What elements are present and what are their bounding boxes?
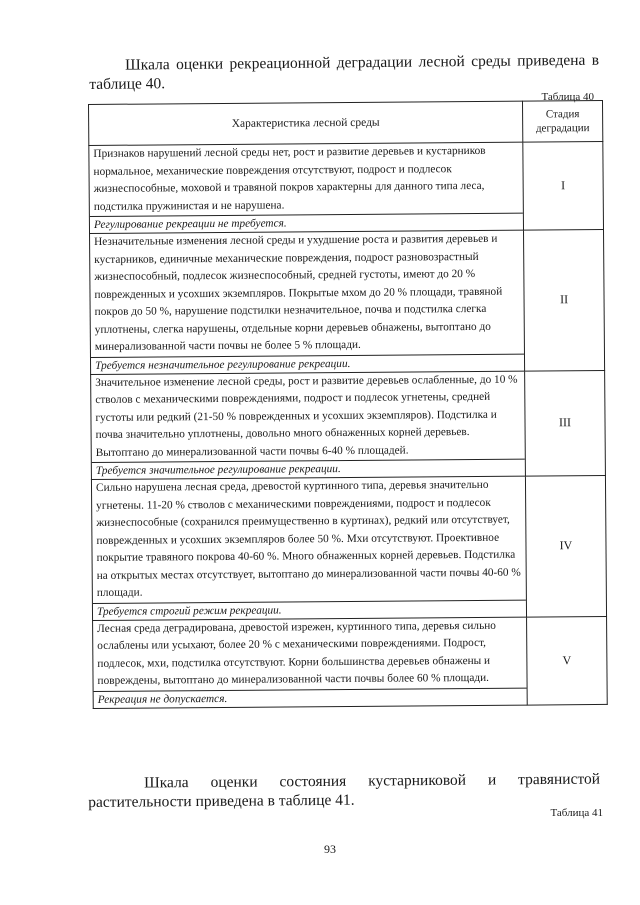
row-text: Сильно нарушена лесная среда, древостой куртинного типа, деревья значительно угнетены. 11-20 % стволов с механическими повреждениями, подрост и подлесок жизнеспособные (сохранился преимущественно в куртинах), редкий или отсутствует, поврежденных и усохших экземпляров более 50 %. Мхи отсутствуют. Проективное покрытие травяного покрова 40-60 %. Много обнаженных корней деревьев. Подстилка на открытых местах отсутствует, вытоптано до минерализованной части почвы 40-60 % площади.	[95, 478, 521, 599]
table-row	[93, 616, 608, 708]
row-stage: II	[524, 229, 605, 370]
row-text: Лесная среда деградирована, древостой изрежен, куртинного типа, деревья сильно ослаблены или усыхают, более 20 % с механическими повреждениями. Подрост, подлесок, мхи, подстилка отсутствуют. Корни большинства деревьев обнажены и повреждены, вытоптано до минерализованной части почвы более 60 % площади.	[97, 619, 496, 687]
row-regulation: Требуется значительное регулирование рекреации.	[92, 459, 525, 479]
row-stage: IV	[525, 475, 606, 616]
table-row	[91, 475, 606, 620]
row-text: Незначительные изменения лесной среды и ухудшение роста и развития деревьев и кустарников, единичные механические повреждения, подрост разновозрастный жизнеспособный, подлесок жизнеспособный, средней густоты, имеют до 20 % поврежденных и усохших экземпляров. Покрытые мхом до 20 % площади, травяной покров до 50 %, нарушение подстилки незначительное, почва и подстилка слегка уплотнены, слегка нарушены, отдельные корни деревьев обнажены, вытоптано до минерализованной части почвы не более 5 % площади.	[94, 232, 503, 353]
row-stage: V	[527, 616, 608, 705]
table-row	[89, 141, 604, 233]
table-header-row	[89, 100, 603, 145]
row-description	[91, 371, 526, 480]
row-regulation: Рекреация не допускается.	[94, 687, 527, 707]
row-text: Признаков нарушений лесной среды нет, рост и развитие деревьев и кустарников нормальное, механические повреждения отсутствуют, подрост и подлесок жизнеспособные, моховой и травяной покров характерны для данного типа леса, подстилка пружинистая и не нарушена.	[93, 144, 486, 213]
row-stage: I	[523, 141, 604, 230]
row-text: Значительное изменение лесной среды, рост и развитие деревьев ослабленные, до 10 % стволов с механическими повреждениями, подрост и подлесок угнетены, средней густоты или редкий (21-50 % поврежденных и усохших экземпляров). Подстилка и почва значительно уплотнены, довольно много обнаженных корней деревьев. Вытоптано до минерализованной части почвы 6-40 % площадей.	[95, 373, 518, 459]
row-regulation: Требуется строгий режим рекреации.	[93, 599, 526, 619]
degradation-table	[88, 100, 608, 709]
table-row	[91, 370, 606, 480]
row-stage: III	[525, 370, 606, 476]
row-regulation: Требуется незначительное регулирование рекреации.	[91, 353, 524, 373]
header-characteristic: Характеристика лесной среды	[89, 101, 523, 145]
page-number: 93	[324, 842, 336, 856]
table-40-caption: Таблица 40	[541, 91, 594, 103]
intro-paragraph: Шкала оценки рекреационной деградации лесной среды приведена в таблице 40.	[89, 51, 600, 93]
table-41-caption: Таблица 41	[550, 807, 603, 819]
table-row	[90, 229, 605, 374]
row-description	[91, 476, 526, 620]
intro-paragraph-2: Шкала оценки состояния кустарниковой и травянистой растительности приведена в таблице 41.	[88, 770, 601, 811]
row-description	[93, 617, 528, 708]
row-description	[90, 230, 525, 374]
row-regulation: Регулирование рекреации не требуется.	[90, 213, 523, 233]
row-description	[89, 142, 524, 233]
header-stage: Стадия деградации	[522, 100, 602, 142]
degradation-table-wrapper	[88, 100, 608, 709]
